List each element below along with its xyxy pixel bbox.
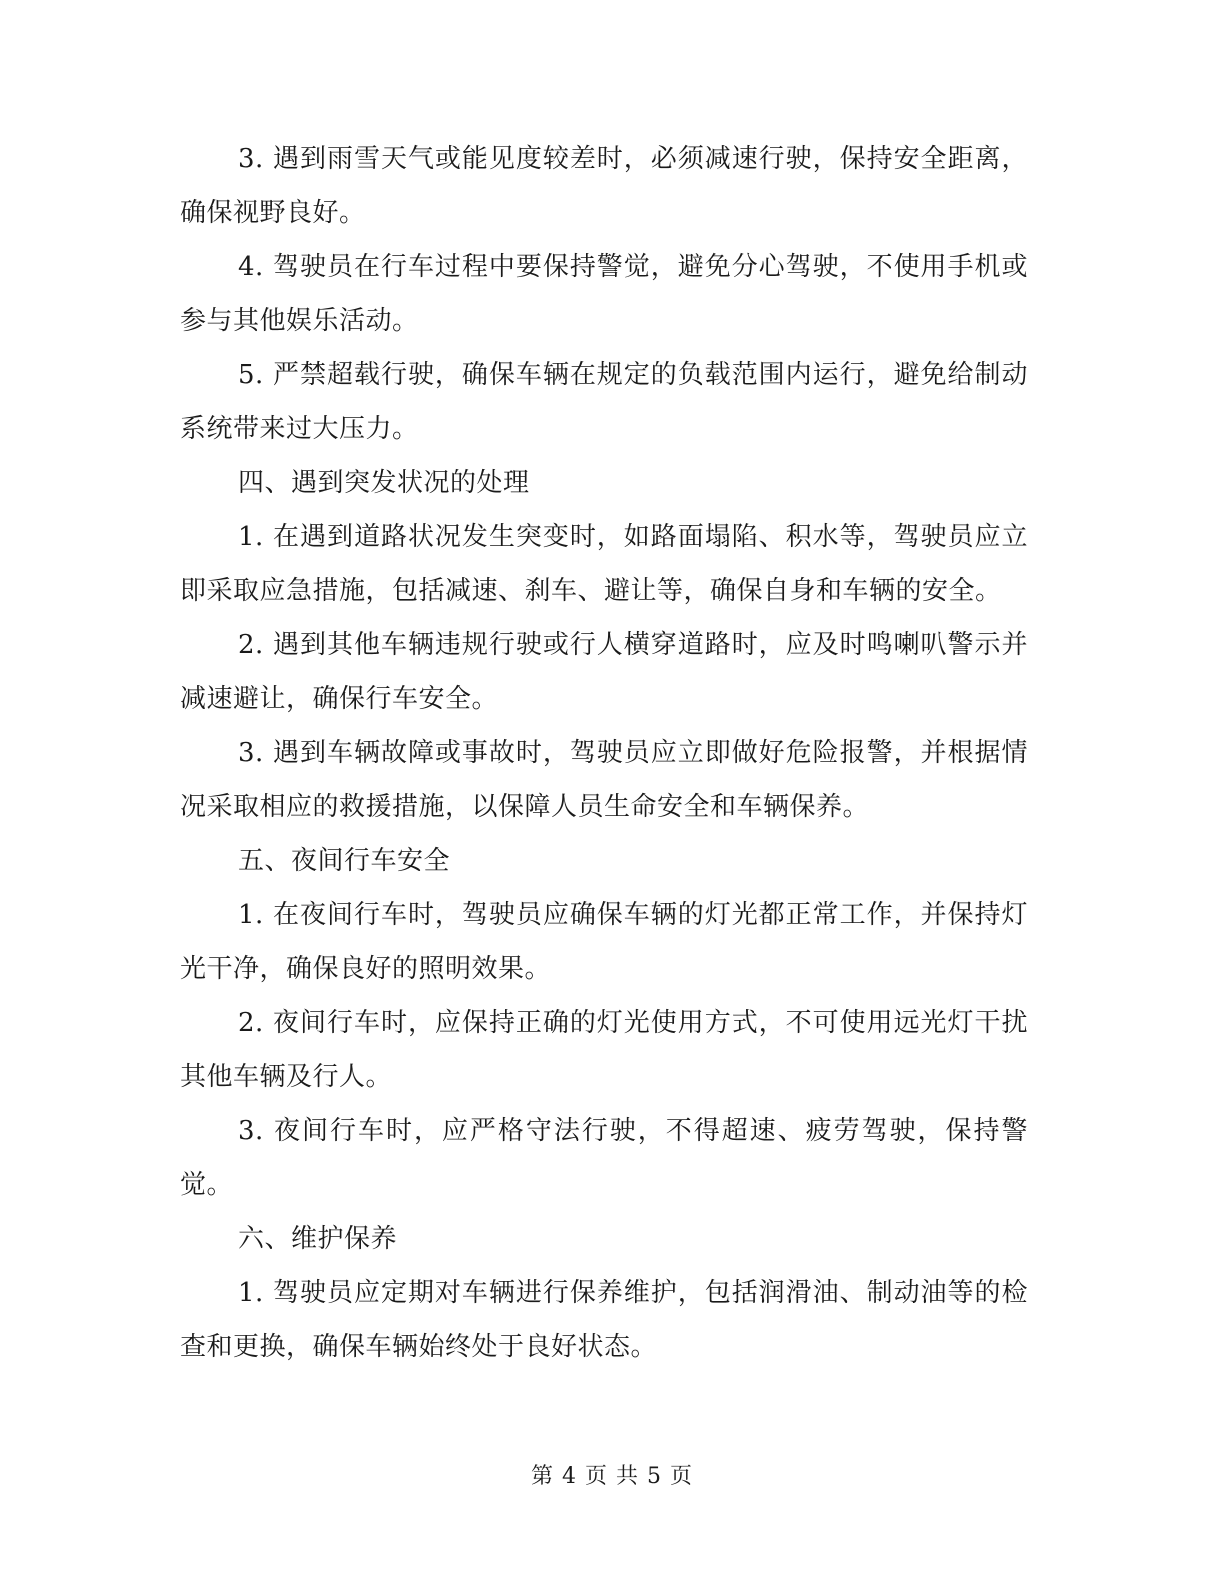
section-heading-night-driving: 五、夜间行车安全 [238, 846, 451, 876]
paragraph-road-change: 1. 在遇到道路状况发生突变时，如路面塌陷、积水等，驾驶员应立即采取应急措施，包括减速、刹车、避让等，确保自身和车辆的安全。 [180, 522, 1028, 606]
paragraph-stay-alert: 4. 驾驶员在行车过程中要保持警觉，避免分心驾驶，不使用手机或参与其他娱乐活动。 [180, 252, 1028, 336]
paragraph-night-law: 3. 夜间行车时，应严格守法行驶，不得超速、疲劳驾驶，保持警觉。 [180, 1116, 1028, 1200]
section-heading-maintenance: 六、维护保养 [238, 1224, 398, 1254]
paragraph-high-beam: 2. 夜间行车时，应保持正确的灯光使用方式，不可使用远光灯干扰其他车辆及行人。 [180, 1008, 1028, 1092]
paragraph-no-overload: 5. 严禁超载行驶，确保车辆在规定的负载范围内运行，避免给制动系统带来过大压力。 [180, 360, 1028, 444]
paragraph-breakdown: 3. 遇到车辆故障或事故时，驾驶员应立即做好危险报警，并根据情况采取相应的救援措施，以保障人员生命安全和车辆保养。 [180, 738, 1028, 822]
document-body [180, 132, 1028, 1374]
paragraph-night-lights: 1. 在夜间行车时，驾驶员应确保车辆的灯光都正常工作，并保持灯光干净，确保良好的照明效果。 [180, 900, 1028, 984]
paragraph-maintenance: 1. 驾驶员应定期对车辆进行保养维护，包括润滑油、制动油等的检查和更换，确保车辆始终处于良好状态。 [180, 1278, 1028, 1362]
page-footer [0, 1462, 1224, 1492]
paragraph-violations: 2. 遇到其他车辆违规行驶或行人横穿道路时，应及时鸣喇叭警示并减速避让，确保行车安全。 [180, 630, 1028, 714]
paragraph-rain-snow: 3. 遇到雨雪天气或能见度较差时，必须减速行驶，保持安全距离，确保视野良好。 [180, 144, 1028, 228]
page-number: 第 4 页 共 5 页 [531, 1464, 693, 1489]
section-heading-emergency: 四、遇到突发状况的处理 [238, 468, 530, 498]
